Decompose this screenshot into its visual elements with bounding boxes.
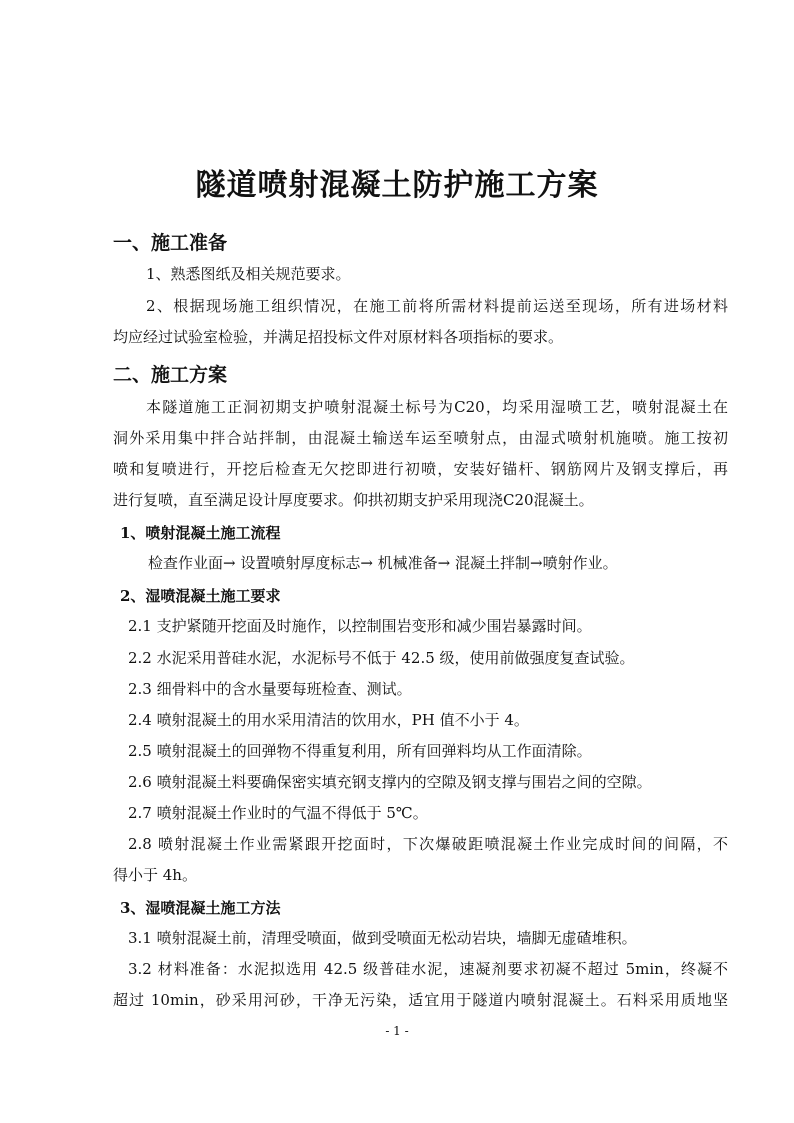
paragraph: 本隧道施工正洞初期支护喷射混凝土标号为C20，均采用湿喷工艺，喷射混凝土在 [146,398,728,416]
subsection-heading-requirements: 2、湿喷混凝土施工要求 [120,587,281,605]
paragraph: 均应经过试验室检验，并满足招投标文件对原材料各项指标的要求。 [113,328,564,346]
list-item: 2.3 细骨料中的含水量要每班检查、测试。 [128,680,412,698]
document-title: 隧道喷射混凝土防护施工方案 [195,168,599,203]
list-item: 2.2 水泥采用普硅水泥，水泥标号不低于 42.5 级，使用前做强度复查试验。 [128,649,635,667]
paragraph: 进行复喷，直至满足设计厚度要求。仰拱初期支护采用现浇C20混凝土。 [113,491,594,509]
list-item: 2.5 喷射混凝土的回弹物不得重复利用，所有回弹料均从工作面清除。 [128,742,592,760]
list-item: 3.1 喷射混凝土前，清理受喷面，做到受喷面无松动岩块，墙脚无虚碴堆积。 [128,929,637,947]
section-heading-plan: 二、施工方案 [113,364,228,386]
list-item: 2.8 喷射混凝土作业需紧跟开挖面时，下次爆破距喷混凝土作业完成时间的间隔，不 [128,835,728,853]
paragraph: 2、根据现场施工组织情况，在施工前将所需材料提前运送至现场，所有进场材料 [146,297,728,315]
paragraph: 洞外采用集中拌合站拌制，由混凝土输送车运至喷射点，由湿式喷射机施喷。施工按初 [113,429,728,447]
section-heading-preparation: 一、施工准备 [113,232,228,254]
list-item: 2.6 喷射混凝土料要确保密实填充钢支撑内的空隙及钢支撑与围岩之间的空隙。 [128,773,652,791]
list-item: 2.4 喷射混凝土的用水采用清洁的饮用水，PH 值不小于 4。 [128,711,529,729]
list-item: 2.1 支护紧随开挖面及时施作，以控制围岩变形和减少围岩暴露时间。 [128,617,592,635]
subsection-heading-flow: 1、喷射混凝土施工流程 [120,524,281,542]
paragraph: 1、熟悉图纸及相关规范要求。 [146,265,351,283]
subsection-heading-method: 3、湿喷混凝土施工方法 [120,899,281,917]
list-item: 得小于 4h。 [113,866,197,884]
list-item: 3.2 材料准备：水泥拟选用 42.5 级普硅水泥，速凝剂要求初凝不超过 5min，终凝不 [128,960,728,978]
list-item: 超过 10min，砂采用河砂，干净无污染，适宜用于隧道内喷射混凝土。石料采用质地坚 [113,991,728,1009]
flow-text: 检查作业面→ 设置喷射厚度标志→ 机械准备→ 混凝土拌制→喷射作业。 [148,554,618,572]
list-item: 2.7 喷射混凝土作业时的气温不得低于 5℃。 [128,804,428,822]
page-number: - 1 - [385,1024,409,1038]
paragraph: 喷和复喷进行，开挖后检查无欠挖即进行初喷，安装好锚杆、钢筋网片及钢支撑后，再 [113,460,728,478]
